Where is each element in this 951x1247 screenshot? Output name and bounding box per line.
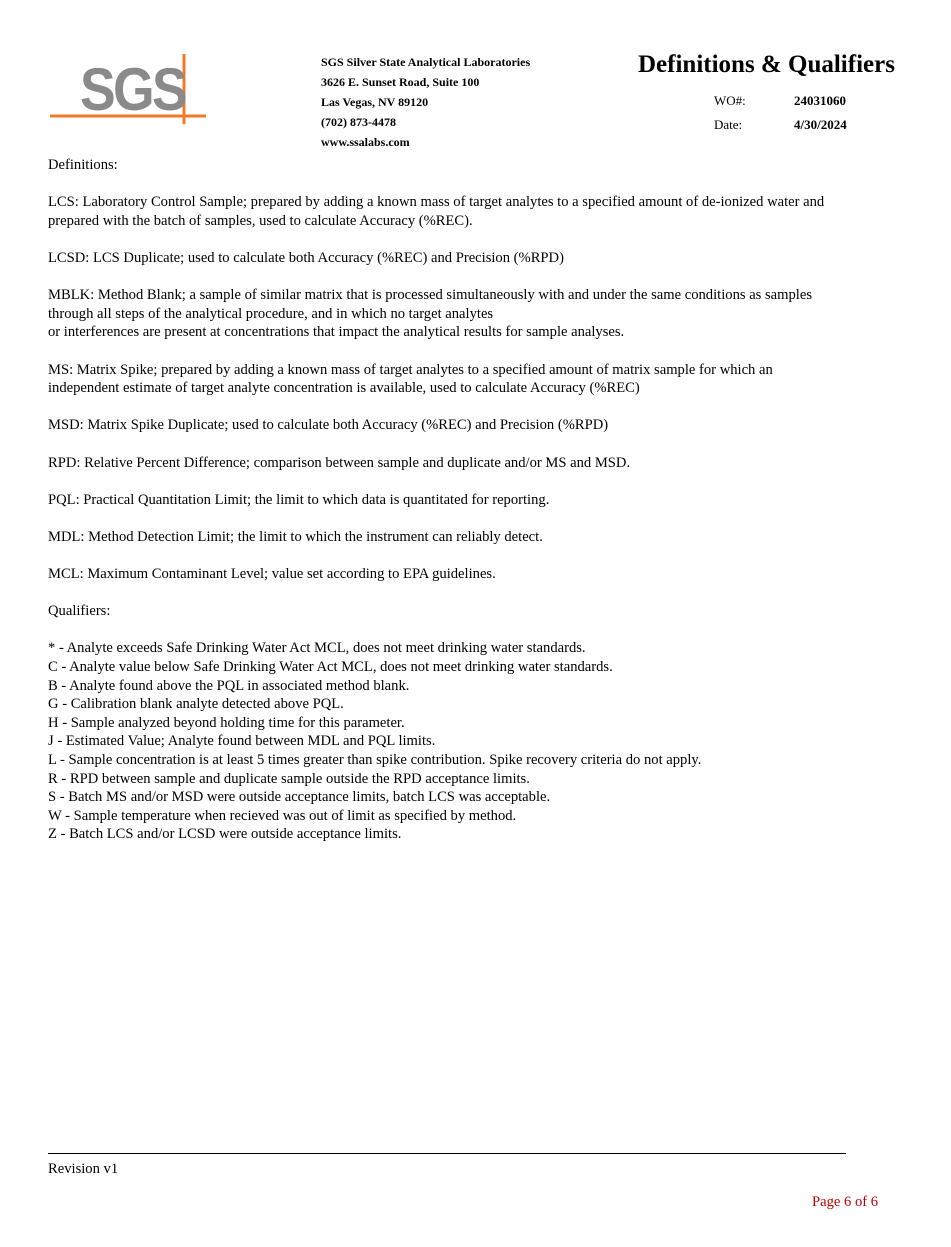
- date-row: [714, 113, 847, 137]
- date-value: 4/30/2024: [794, 117, 847, 132]
- definition-mblk: [48, 286, 904, 342]
- qualifier-item: B - Analyte found above the PQL in associated method blank.: [48, 677, 410, 694]
- document-meta: [714, 89, 847, 137]
- qualifier-item: C - Analyte value below Safe Drinking Water Act MCL, does not meet drinking water standards.: [48, 659, 613, 676]
- definition-lcs: [48, 193, 904, 230]
- wo-label: WO#:: [714, 93, 746, 108]
- footer-divider: [48, 1153, 846, 1154]
- qualifiers-heading: Qualifiers:: [48, 603, 111, 620]
- qualifier-item: R - RPD between sample and duplicate sample outside the RPD acceptance limits.: [48, 770, 530, 787]
- definition-line: through all steps of the analytical procedure, and in which no target analytes: [48, 305, 494, 322]
- definition-line: LCS: Laboratory Control Sample; prepared by adding a known mass of target analytes to a specified amount of de-ionized water and: [48, 194, 825, 211]
- definition-line: MS: Matrix Spike; prepared by adding a known mass of target analytes to a specified amount of matrix sample for which an: [48, 361, 773, 378]
- wo-value: 24031060: [794, 93, 846, 108]
- definition-msd: MSD: Matrix Spike Duplicate; used to calculate both Accuracy (%REC) and Precision (%RPD): [48, 417, 609, 434]
- logo-text: SGS: [80, 56, 186, 123]
- definition-line: MBLK: Method Blank; a sample of similar matrix that is processed simultaneously with and under the same conditions as samples: [48, 287, 813, 304]
- definition-lcsd: LCSD: LCS Duplicate; used to calculate both Accuracy (%REC) and Precision (%RPD): [48, 249, 564, 266]
- qualifier-item: L - Sample concentration is at least 5 times greater than spike contribution. Spike recovery criteria do not apply.: [48, 752, 702, 768]
- qualifier-item: J - Estimated Value; Analyte found between MDL and PQL limits.: [48, 733, 436, 750]
- definition-mdl: MDL: Method Detection Limit; the limit to which the instrument can reliably detect.: [48, 528, 543, 545]
- definition-rpd: RPD: Relative Percent Difference; comparison between sample and duplicate and/or MS and MSD.: [48, 454, 631, 471]
- date-label: Date:: [714, 117, 743, 132]
- qualifier-item: H - Sample analyzed beyond holding time for this parameter.: [48, 714, 405, 731]
- page-number: Page 6 of 6: [812, 1194, 879, 1210]
- definitions-heading: Definitions:: [48, 157, 118, 173]
- document-body: [48, 156, 904, 844]
- definition-line: or interferences are present at concentrations that impact the analytical results for sample analyses.: [48, 324, 625, 341]
- lab-info: [321, 52, 530, 152]
- sgs-logo: [50, 52, 210, 127]
- qualifier-item: Z - Batch LCS and/or LCSD were outside acceptance limits.: [48, 826, 402, 843]
- qualifier-item: S - Batch MS and/or MSD were outside acceptance limits, batch LCS was acceptable.: [48, 789, 551, 806]
- qualifier-item: G - Calibration blank analyte detected above PQL.: [48, 696, 344, 713]
- definition-line: independent estimate of target analyte concentration is available, used to calculate Accuracy (%REC): [48, 380, 640, 397]
- lab-address-line-1: 3626 E. Sunset Road, Suite 100: [321, 75, 480, 89]
- definition-line: prepared with the batch of samples, used to calculate Accuracy (%REC).: [48, 212, 473, 229]
- lab-phone: (702) 873-4478: [321, 115, 396, 129]
- qualifier-item: W - Sample temperature when recieved was out of limit as specified by method.: [48, 807, 517, 824]
- definition-mcl: MCL: Maximum Contaminant Level; value set according to EPA guidelines.: [48, 566, 496, 583]
- lab-website: www.ssalabs.com: [321, 135, 410, 149]
- qualifier-list: [48, 639, 904, 844]
- wo-row: [714, 89, 847, 113]
- qualifier-item: * - Analyte exceeds Safe Drinking Water Act MCL, does not meet drinking water standards.: [48, 640, 586, 657]
- lab-name: SGS Silver State Analytical Laboratories: [321, 55, 531, 69]
- definition-pql: PQL: Practical Quantitation Limit; the limit to which data is quantitated for reporting.: [48, 491, 550, 508]
- definition-ms: [48, 361, 904, 398]
- lab-address-line-2: Las Vegas, NV 89120: [321, 95, 429, 109]
- document-title: Definitions & Qualifiers: [638, 51, 895, 78]
- revision-label: Revision v1: [48, 1161, 119, 1177]
